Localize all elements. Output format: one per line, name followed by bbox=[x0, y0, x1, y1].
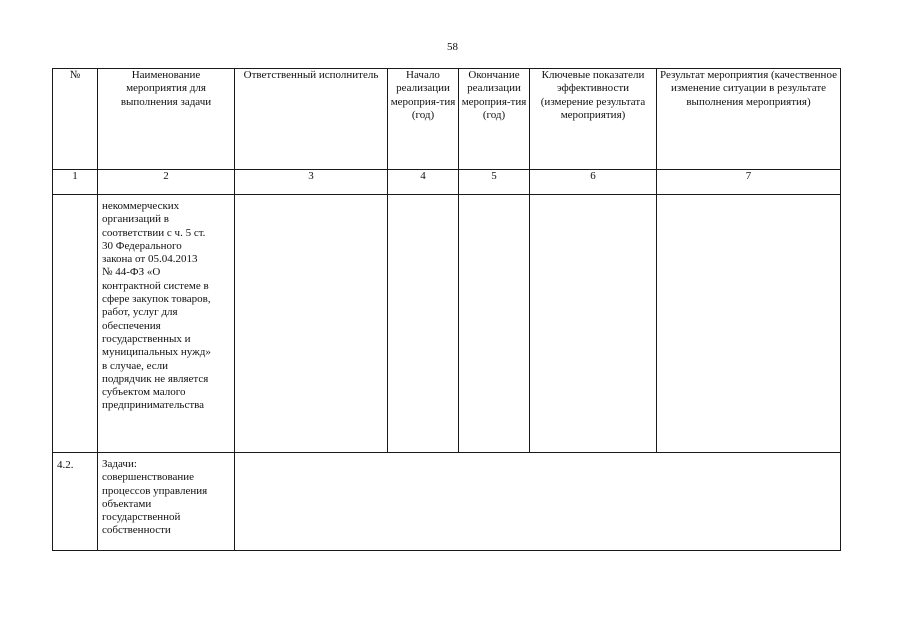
table-cell-empty bbox=[459, 195, 530, 453]
table-cell-empty bbox=[657, 195, 841, 453]
header-kpi: Ключевые показатели эффективности (измерение результата мероприятия) bbox=[530, 69, 657, 170]
task-merged-cell bbox=[235, 453, 841, 551]
table-cell-empty bbox=[388, 195, 459, 453]
task-index: 4.2. bbox=[57, 459, 74, 471]
header-number: № bbox=[53, 69, 98, 170]
column-number: 1 bbox=[53, 170, 98, 195]
header-start-year: Начало реализации мероприя-тия (год) bbox=[388, 69, 459, 170]
measures-table bbox=[52, 68, 841, 551]
column-number: 6 bbox=[530, 170, 657, 195]
table-cell-empty bbox=[53, 195, 98, 453]
column-number: 3 bbox=[235, 170, 388, 195]
header-result: Результат мероприятия (качественное изменение ситуации в результате выполнения мероприятия) bbox=[657, 69, 841, 170]
table-cell-empty bbox=[530, 195, 657, 453]
table-cell-empty bbox=[235, 195, 388, 453]
task-text-cell bbox=[98, 453, 235, 551]
column-number: 5 bbox=[459, 170, 530, 195]
page-number: 58 bbox=[447, 41, 458, 53]
column-number: 2 bbox=[98, 170, 235, 195]
table-cell-measure-text bbox=[98, 195, 235, 453]
task-description: Задачи: совершенствование процессов управления объектами государственной собственности bbox=[102, 458, 208, 537]
header-measure-name: Наименование мероприятия для выполнения задачи bbox=[98, 69, 235, 170]
column-number-row bbox=[53, 170, 841, 195]
header-end-year: Окончание реализации мероприя-тия (год) bbox=[459, 69, 530, 170]
table-row-task bbox=[53, 453, 841, 551]
column-number: 4 bbox=[388, 170, 459, 195]
table-row-continued bbox=[53, 195, 841, 453]
header-responsible: Ответственный исполнитель bbox=[235, 69, 388, 170]
measure-description: некоммерческих организаций в соответствии с ч. 5 ст. 30 Федерального закона от 05.04.2013 № 44-ФЗ «О контрактной системе в сфере закупок товаров, работ, услуг для обеспечения государственных и муниципальных нужд» в случае, если подрядчик не является субъектом малого предпринимательства bbox=[102, 200, 211, 412]
task-index-cell bbox=[53, 453, 98, 551]
column-number: 7 bbox=[657, 170, 841, 195]
header-row bbox=[53, 69, 841, 170]
